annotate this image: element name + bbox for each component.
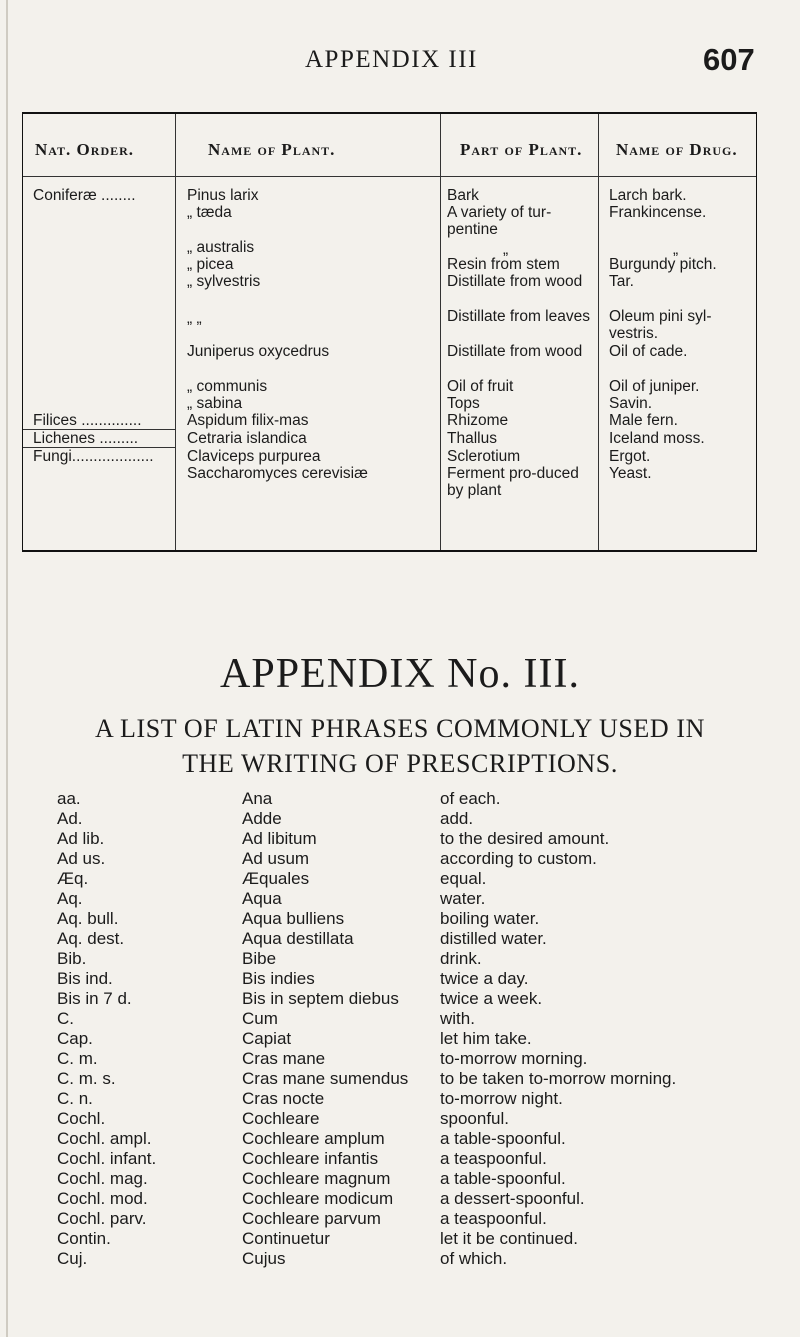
phrase-english: to be taken to-morrow morning.: [440, 1069, 677, 1088]
list-item: [0, 829, 800, 849]
phrase-english: a table-spoonful.: [440, 1129, 566, 1148]
table-cell-plant: Juniperus oxycedrus: [187, 343, 330, 360]
table-cell-drug: Oleum pini syl-vestris.: [609, 308, 712, 342]
table-cell-part: A variety of tur-pentine: [447, 204, 552, 238]
phrase-latin: Cochleare modicum: [242, 1189, 394, 1208]
header-divider: [23, 176, 756, 177]
phrase-abbreviation: Ad us.: [57, 849, 106, 868]
table-cell-part: Ferment pro-duced by plant: [447, 465, 579, 499]
list-item: [0, 1209, 800, 1229]
column-divider: [175, 114, 176, 550]
phrase-latin: Ana: [242, 789, 273, 808]
phrase-abbreviation: Bib.: [57, 949, 87, 968]
table-cell-plant: „ tæda: [187, 204, 232, 221]
list-item: [0, 1029, 800, 1049]
table-cell-drug: Iceland moss.: [609, 430, 705, 447]
phrase-abbreviation: Aq. dest.: [57, 929, 125, 948]
phrase-abbreviation: Contin.: [57, 1229, 111, 1248]
phrase-english: a teaspoonful.: [440, 1149, 547, 1168]
phrase-english: twice a week.: [440, 989, 543, 1008]
phrase-english: according to custom.: [440, 849, 597, 868]
list-item: [0, 1149, 800, 1169]
table-cell-drug: Oil of cade.: [609, 343, 688, 360]
phrase-abbreviation: Cochl. infant.: [57, 1149, 157, 1168]
list-item: [0, 929, 800, 949]
phrase-latin: Continuetur: [242, 1229, 330, 1248]
table-cell-order: Lichenes .........: [33, 430, 139, 447]
page-number: 607: [703, 42, 755, 77]
table-cell-part: Rhizome: [447, 412, 509, 429]
phrase-latin: Aqua bulliens: [242, 909, 345, 928]
phrase-english: equal.: [440, 869, 487, 888]
col-header-part: Part of Plant.: [460, 140, 583, 159]
col-header-drug: Name of Drug.: [616, 140, 738, 159]
table-cell-drug: Larch bark.: [609, 187, 687, 204]
phrase-abbreviation: Ad lib.: [57, 829, 105, 848]
phrase-english: with.: [440, 1009, 475, 1028]
list-title-line: THE WRITING OF PRESCRIPTIONS.: [182, 749, 618, 778]
phrase-abbreviation: Cap.: [57, 1029, 93, 1048]
table-cell-part: Thallus: [447, 430, 497, 447]
phrase-english: boiling water.: [440, 909, 540, 928]
phrase-english: twice a day.: [440, 969, 529, 988]
table-cell-part: Bark: [447, 187, 479, 204]
list-item: [0, 969, 800, 989]
phrase-latin: Bis indies: [242, 969, 315, 988]
phrase-english: a table-spoonful.: [440, 1169, 566, 1188]
list-title: [0, 711, 800, 781]
phrase-abbreviation: Aq.: [57, 889, 83, 908]
phrase-abbreviation: Cuj.: [57, 1249, 88, 1268]
list-item: [0, 1069, 800, 1089]
phrase-abbreviation: Cochl. parv.: [57, 1209, 147, 1228]
phrase-latin: Cras mane: [242, 1049, 326, 1068]
phrase-abbreviation: C. m.: [57, 1049, 98, 1068]
phrase-abbreviation: Cochl. mod.: [57, 1189, 148, 1208]
list-item: [0, 1109, 800, 1129]
list-item: [0, 869, 800, 889]
table-cell-part: Distillate from wood: [447, 343, 583, 360]
list-item: [0, 949, 800, 969]
phrase-english: spoonful.: [440, 1109, 509, 1128]
phrase-latin: Ad usum: [242, 849, 310, 868]
phrase-abbreviation: Cochl. mag.: [57, 1169, 148, 1188]
table-cell-part: „: [503, 241, 509, 258]
phrase-english: water.: [440, 889, 486, 908]
phrase-latin: Aqua: [242, 889, 282, 908]
table-cell-part: Tops: [447, 395, 480, 412]
phrase-abbreviation: Cochl.: [57, 1109, 106, 1128]
table-cell-drug: Frankincense.: [609, 204, 707, 221]
table-cell-plant: „ sabina: [187, 395, 243, 412]
phrase-english: of which.: [440, 1249, 508, 1268]
phrase-latin: Cras mane sumendus: [242, 1069, 409, 1088]
list-item: [0, 1009, 800, 1029]
phrase-abbreviation: Aq. bull.: [57, 909, 119, 928]
list-item: [0, 1129, 800, 1149]
table-cell-drug: Burgundy pitch.: [609, 256, 717, 273]
phrase-abbreviation: aa.: [57, 789, 81, 808]
table-cell-drug: Male fern.: [609, 412, 678, 429]
phrase-english: a teaspoonful.: [440, 1209, 547, 1228]
column-divider: [440, 114, 441, 550]
table-cell-part: Distillate from wood: [447, 273, 583, 290]
phrase-latin: Cochleare amplum: [242, 1129, 385, 1148]
table-cell-drug: Yeast.: [609, 465, 652, 482]
phrase-english: to the desired amount.: [440, 829, 610, 848]
phrase-latin: Æquales: [242, 869, 310, 888]
phrase-abbreviation: Ad.: [57, 809, 83, 828]
phrase-latin: Cum: [242, 1009, 278, 1028]
phrase-latin: Cochleare parvum: [242, 1209, 381, 1228]
running-head: [0, 38, 800, 78]
table-cell-drug: Oil of juniper.: [609, 378, 700, 395]
table-cell-plant: Saccharomyces cerevisiæ: [187, 465, 368, 482]
list-item: [0, 889, 800, 909]
table-cell-part: Resin from stem: [447, 256, 560, 273]
col-header-plant: Name of Plant.: [208, 140, 336, 159]
phrase-abbreviation: C.: [57, 1009, 74, 1028]
list-item: [0, 1169, 800, 1189]
table-cell-plant: „ „: [187, 310, 202, 327]
list-item: [0, 809, 800, 829]
phrase-abbreviation: C. m. s.: [57, 1069, 116, 1088]
plant-drug-table: [22, 112, 757, 552]
phrase-latin: Cochleare magnum: [242, 1169, 391, 1188]
table-cell-plant: Pinus larix: [187, 187, 259, 204]
table-cell-plant: Claviceps purpurea: [187, 448, 321, 465]
phrase-abbreviation: Cochl. ampl.: [57, 1129, 152, 1148]
phrase-abbreviation: Bis in 7 d.: [57, 989, 132, 1008]
phrase-abbreviation: Bis ind.: [57, 969, 113, 988]
appendix-title: APPENDIX No. III.: [220, 651, 580, 697]
list-title-line: A LIST OF LATIN PHRASES COMMONLY USED IN: [94, 714, 706, 743]
list-item: [0, 1249, 800, 1269]
table-cell-part: Oil of fruit: [447, 378, 514, 395]
table-cell-order: Coniferæ ........: [33, 187, 136, 204]
phrase-abbreviation: C. n.: [57, 1089, 93, 1108]
table-cell-drug: „: [673, 241, 679, 258]
running-title: APPENDIX III: [305, 46, 478, 73]
phrase-english: to-morrow morning.: [440, 1049, 588, 1068]
phrase-latin: Cochleare infantis: [242, 1149, 379, 1168]
table-cell-drug: Savin.: [609, 395, 653, 412]
phrase-english: drink.: [440, 949, 482, 968]
table-cell-part: Distillate from leaves: [447, 308, 590, 325]
table-cell-plant: „ australis: [187, 239, 255, 256]
list-item: [0, 909, 800, 929]
phrase-latin: Cras nocte: [242, 1089, 325, 1108]
phrase-english: to-morrow night.: [440, 1089, 563, 1108]
phrase-english: distilled water.: [440, 929, 547, 948]
list-item: [0, 849, 800, 869]
list-item: [0, 1229, 800, 1249]
list-item: [0, 1089, 800, 1109]
phrase-english: let it be continued.: [440, 1229, 578, 1248]
phrase-english: a dessert-spoonful.: [440, 1189, 585, 1208]
list-item: [0, 1049, 800, 1069]
phrase-english: of each.: [440, 789, 501, 808]
table-cell-drug: Tar.: [609, 273, 634, 290]
phrase-latin: Ad libitum: [242, 829, 317, 848]
list-item: [0, 989, 800, 1009]
phrase-latin: Bis in septem diebus: [242, 989, 399, 1008]
table-cell-plant: Aspidum filix-mas: [187, 412, 309, 429]
table-cell-plant: Cetraria islandica: [187, 430, 307, 447]
phrase-latin: Bibe: [242, 949, 277, 968]
phrase-latin: Adde: [242, 809, 282, 828]
phrase-english: add.: [440, 809, 474, 828]
phrase-latin: Cochleare: [242, 1109, 320, 1128]
list-item: [0, 789, 800, 809]
phrase-latin: Capiat: [242, 1029, 292, 1048]
list-item: [0, 1189, 800, 1209]
table-cell-plant: „ communis: [187, 378, 268, 395]
table-cell-order: Filices ..............: [33, 412, 142, 429]
column-divider: [598, 114, 599, 550]
table-cell-part: Sclerotium: [447, 448, 521, 465]
col-header-order: Nat. Order.: [35, 140, 135, 159]
table-cell-plant: „ sylvestris: [187, 273, 261, 290]
table-cell-drug: Ergot.: [609, 448, 651, 465]
phrase-latin: Cujus: [242, 1249, 286, 1268]
phrase-abbreviation: Æq.: [57, 869, 89, 888]
phrase-english: let him take.: [440, 1029, 532, 1048]
phrase-latin: Aqua destillata: [242, 929, 354, 948]
table-cell-order: Fungi...................: [33, 448, 154, 465]
table-cell-plant: „ picea: [187, 256, 234, 273]
